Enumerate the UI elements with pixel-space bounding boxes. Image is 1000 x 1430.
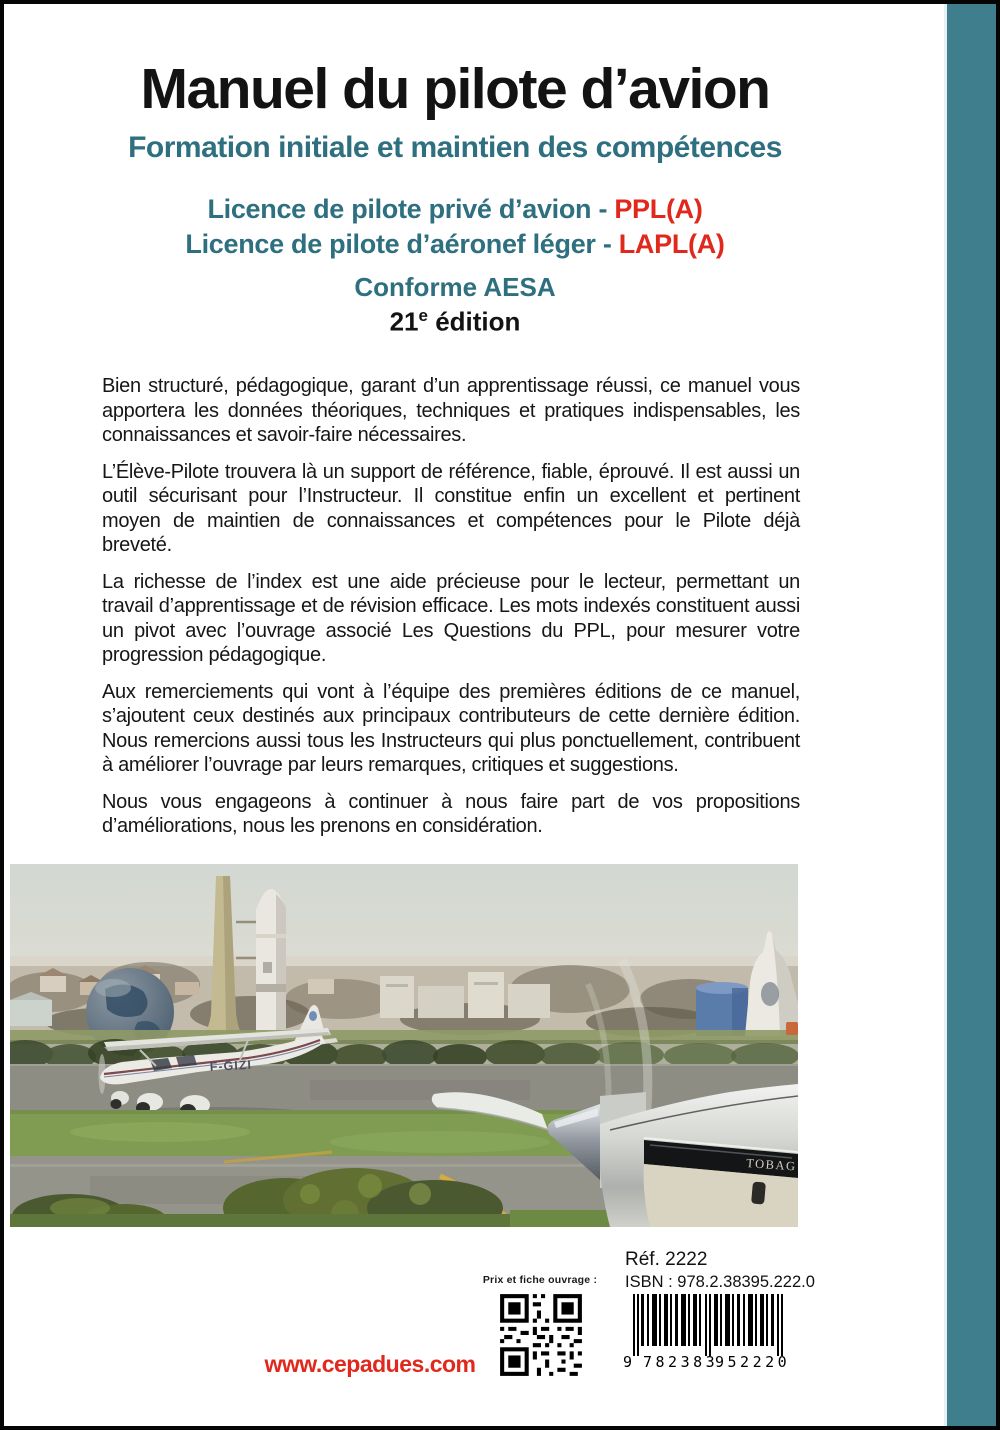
blurb-paragraph: Nous vous engageons à continuer à nous faire part de vos propositions d’améliorations, nous les prenons en considération. <box>102 790 800 837</box>
licence-ppl-label: Licence de pilote privé d’avion - <box>207 194 615 224</box>
isbn-number: ISBN : 978.2.38395.222.0 <box>625 1273 815 1291</box>
compliance-line: Conforme AESA <box>354 272 556 302</box>
ean-barcode-graphic <box>623 1294 795 1370</box>
qr-code-label: Prix et fiche ouvrage : <box>482 1274 598 1286</box>
edition-line <box>55 306 855 338</box>
blurb-paragraph: Bien structuré, pédagogique, garant d’un apprentissage réussi, ce manuel vous apportera les données théoriques, techniques et pratiques indispensables, les connaissances et savoir-faire nécessaires. <box>102 375 800 446</box>
barcode-digit-first: 9 <box>623 1353 633 1370</box>
grass-patch <box>330 1131 550 1153</box>
reference-number: Réf. 2222 <box>625 1249 708 1270</box>
publisher-website: www.cepadues.com <box>264 1351 476 1377</box>
barcode-digits-right: 952220 <box>715 1353 791 1370</box>
far-hangar <box>10 1000 52 1026</box>
teal-spine-strip <box>944 4 999 1426</box>
taxiway-wear <box>310 1080 530 1100</box>
book-subtitle: Formation initiale et maintien des compétences <box>128 131 782 164</box>
edition-word: édition <box>435 306 521 337</box>
blurb-paragraph: Aux remerciements qui vont à l’équipe des premières éditions de ce manuel, s’ajoutent ceux destinés aux principaux contributeurs de cette dernière édition. Nous remercions aussi tous les Instructeurs qui plus ponctuellement, contribuent à améliorer l’ouvrage par leurs remarques, critiques et suggestions. <box>102 680 800 776</box>
tobago-model-text: TOBAG <box>745 1156 797 1174</box>
airfield-photo-illustration <box>10 864 798 1227</box>
barcode-digits-left: 782383 <box>643 1353 719 1370</box>
licence-lapl-label: Licence de pilote d’aéronef léger - <box>185 229 619 259</box>
ean-barcode <box>623 1294 795 1370</box>
edition-number: 21 <box>389 306 419 337</box>
cowl-latch <box>751 1182 766 1205</box>
grass-patch <box>70 1122 250 1142</box>
licence-ppl-code: PPL(A) <box>614 194 703 224</box>
cessna-registration: F-GIZI <box>209 1057 253 1074</box>
blurb-paragraph: La richesse de l’index est une aide précieuse pour le lecteur, permettant un travail d’apprentissage et de révision efficace. Les mots indexés constituent aussi un pivot avec l’ouvrage associé Les Questions du PPL, pour mesurer votre progression pédagogique. <box>102 570 800 666</box>
orange-marker <box>786 1022 798 1035</box>
licence-line-ppl <box>55 194 855 225</box>
cover-photo <box>10 864 798 1227</box>
blurb-paragraph: L’Élève-Pilote trouvera là un support de référence, fiable, éprouvé. Il est aussi un outil sécurisant pour l’Instructeur. Il constitue enfin un excellent et pertinent moyen de maintien de connaissances et compétences pour le Pilote déjà breveté. <box>102 460 800 556</box>
licence-line-lapl <box>55 229 855 260</box>
dome-highlight <box>95 979 131 997</box>
book-title: Manuel du pilote d’avion <box>140 57 770 121</box>
blue-tank-shade <box>732 988 748 1036</box>
ariane-rocket <box>256 889 286 1036</box>
back-cover-blurb <box>102 374 800 851</box>
licence-lapl-code: LAPL(A) <box>618 229 725 259</box>
edition-ordinal-suffix: e <box>418 306 428 325</box>
